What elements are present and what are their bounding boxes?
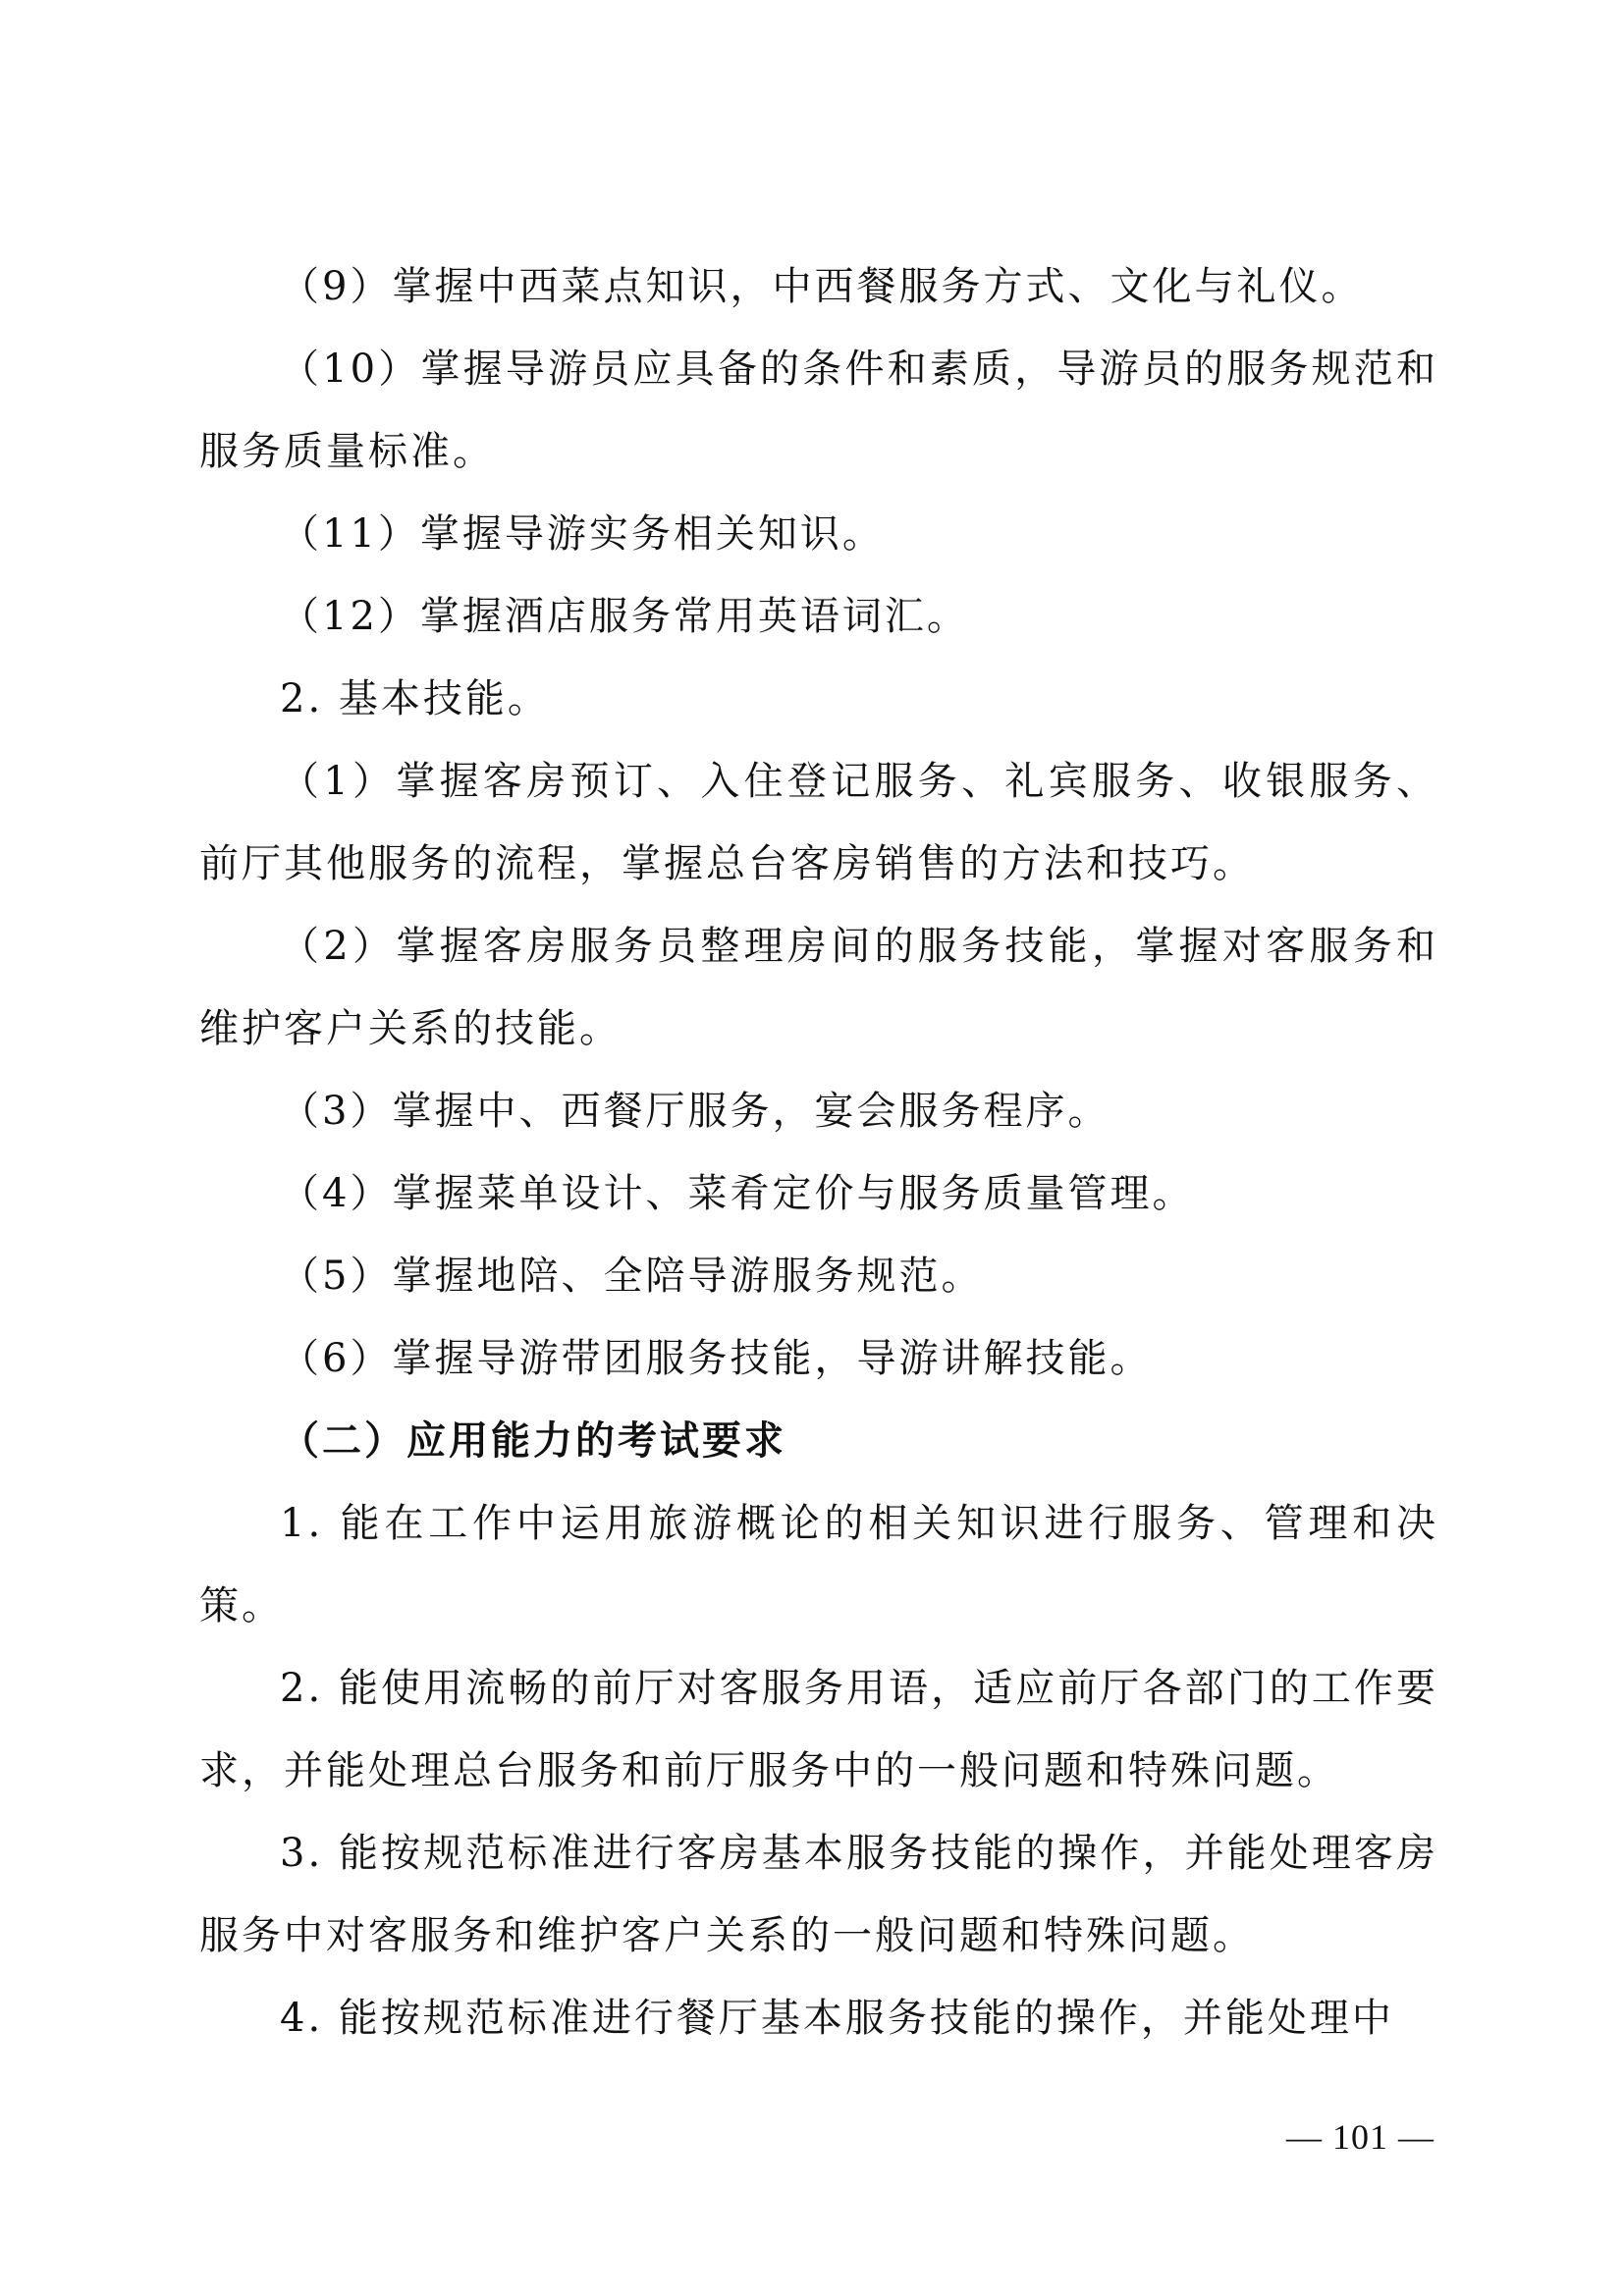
section-basic-skills: 2. 基本技能。 [280, 676, 550, 721]
skill-item-5: （5）掌握地陪、全陪导游服务规范。 [280, 1254, 984, 1299]
requirement-item-4: 4. 能按规范标准进行餐厅基本服务技能的操作，并能处理中 [280, 1996, 1394, 2041]
paragraph-item-11: （11）掌握导游实务相关知识。 [280, 511, 885, 557]
requirement-item-1: 1. 能在工作中运用旅游概论的相关知识进行服务、管理和决策。 [199, 1501, 1438, 1629]
paragraph-item-9: （9）掌握中西菜点知识，中西餐服务方式、文化与礼仪。 [280, 264, 1364, 309]
document-body [199, 245, 1438, 2059]
page-number: — 101 — [1286, 2117, 1435, 2157]
skill-item-6: （6）掌握导游带团服务技能，导游讲解技能。 [280, 1336, 1153, 1381]
paragraph-item-10: （10）掌握导游员应具备的条件和素质，导游员的服务规范和服务质量标准。 [199, 347, 1438, 474]
requirement-item-2: 2. 能使用流畅的前厅对客服务用语，适应前厅各部门的工作要求，并能处理总台服务和前厅服务中的一般问题和特殊问题。 [199, 1666, 1438, 1793]
paragraph-item-12: （12）掌握酒店服务常用英语词汇。 [280, 594, 969, 639]
skill-item-2: （2）掌握客房服务员整理房间的服务技能，掌握对客服务和维护客户关系的技能。 [199, 924, 1438, 1051]
skill-item-1: （1）掌握客房预订、入住登记服务、礼宾服务、收银服务、前厅其他服务的流程，掌握总台客房销售的方法和技巧。 [199, 759, 1438, 886]
requirement-item-3: 3. 能按规范标准进行客房基本服务技能的操作，并能处理客房服务中对客服务和维护客户关系的一般问题和特殊问题。 [199, 1831, 1438, 1958]
section-heading-application: （二）应用能力的考试要求 [280, 1418, 786, 1464]
skill-item-3: （3）掌握中、西餐厅服务，宴会服务程序。 [280, 1089, 1110, 1134]
skill-item-4: （4）掌握菜单设计、菜肴定价与服务质量管理。 [280, 1171, 1195, 1216]
